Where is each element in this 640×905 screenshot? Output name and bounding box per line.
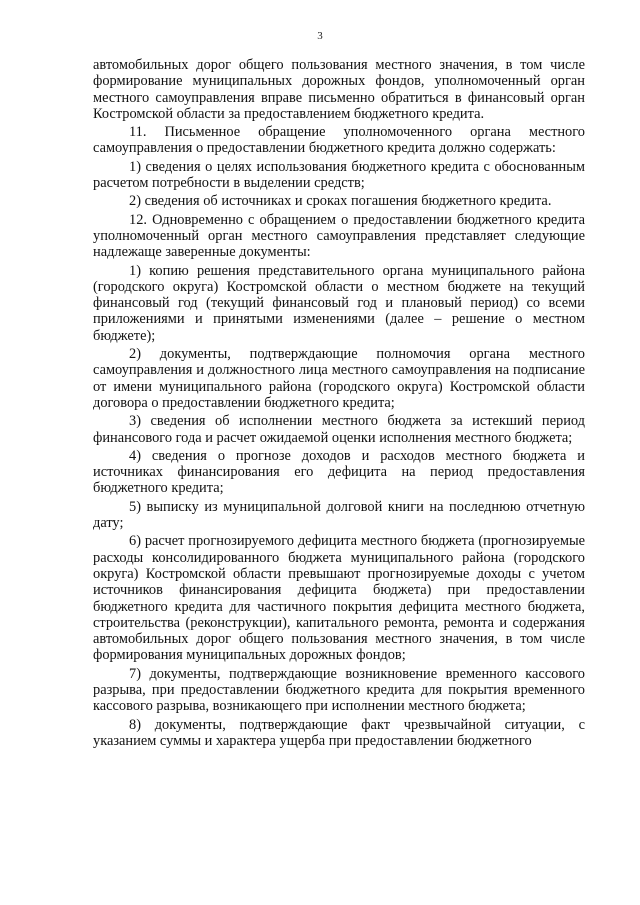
paragraph-item-12-1: 1) копию решения представительного органа муниципального района (городского округа) Костромской области о местном бюджете на текущий финансовый год (текущий финансовый год и плановый период) со всеми приложениями и принятыми изменениями (далее – решение о местном бюджете); xyxy=(93,262,585,344)
paragraph-item-11-2: 2) сведения об источниках и сроках погашения бюджетного кредита. xyxy=(129,193,552,210)
paragraph-continuation: автомобильных дорог общего пользования местного значения, в том числе формирование муниципальных дорожных фондов, уполномоченный орган местного самоуправления вправе письменно обратиться в финансовый орган Костромской области за предоставлением бюджетного кредита. xyxy=(93,57,585,122)
paragraph-item-12-8: 8) документы, подтверждающие факт чрезвычайной ситуации, с указанием суммы и характера ущерба при предоставлении бюджетного xyxy=(93,716,585,749)
paragraph-item-12-4: 4) сведения о прогнозе доходов и расходов местного бюджета и источниках финансирования его дефицита на период предоставления бюджетного кредита; xyxy=(93,447,585,497)
paragraph-item-12-2: 2) документы, подтверждающие полномочия органа местного самоуправления и должностного лица местного самоуправления на подписание от имени муниципального района (городского округа) Костромской области договора о предоставлении бюджетного кредита; xyxy=(93,346,585,411)
page-number: 3 xyxy=(317,30,323,42)
paragraph-item-12-6: 6) расчет прогнозируемого дефицита местного бюджета (прогнозируемые расходы консолидированного бюджета муниципального района (городского округа) Костромской области превышают прогнозируемые доходы с учетом источников финансирования дефицита бюджета) при предоставлении бюджетного кредита для частичного покрытия дефицита местного бюджета, строительства (реконструкции), капитального ремонта, ремонта и содержания автомобильных дорог общего пользования местного значения, в том числе формирования муниципальных дорожных фондов; xyxy=(93,533,585,664)
paragraph-item-12-7: 7) документы, подтверждающие возникновение временного кассового разрыва, при предоставлении бюджетного кредита для покрытия временного кассового разрыва, возникающего при исполнении местного бюджета; xyxy=(93,665,585,715)
paragraph-item-12-3: 3) сведения об исполнении местного бюджета за истекший период финансового года и расчет ожидаемой оценки исполнения местного бюджета; xyxy=(93,413,585,446)
paragraph-clause-11: 11. Письменное обращение уполномоченного органа местного самоуправления о предоставлении бюджетного кредита должно содержать: xyxy=(93,124,585,157)
paragraph-item-12-5: 5) выписку из муниципальной долговой книги на последнюю отчетную дату; xyxy=(93,498,585,532)
paragraph-item-11-1: 1) сведения о целях использования бюджетного кредита с обоснованным расчетом потребности в выделении средств; xyxy=(93,158,585,192)
paragraph-clause-12: 12. Одновременно с обращением о предоставлении бюджетного кредита уполномоченный орган местного самоуправления представляет следующие надлежаще заверенные документы: xyxy=(93,211,585,261)
document-body xyxy=(93,57,585,751)
